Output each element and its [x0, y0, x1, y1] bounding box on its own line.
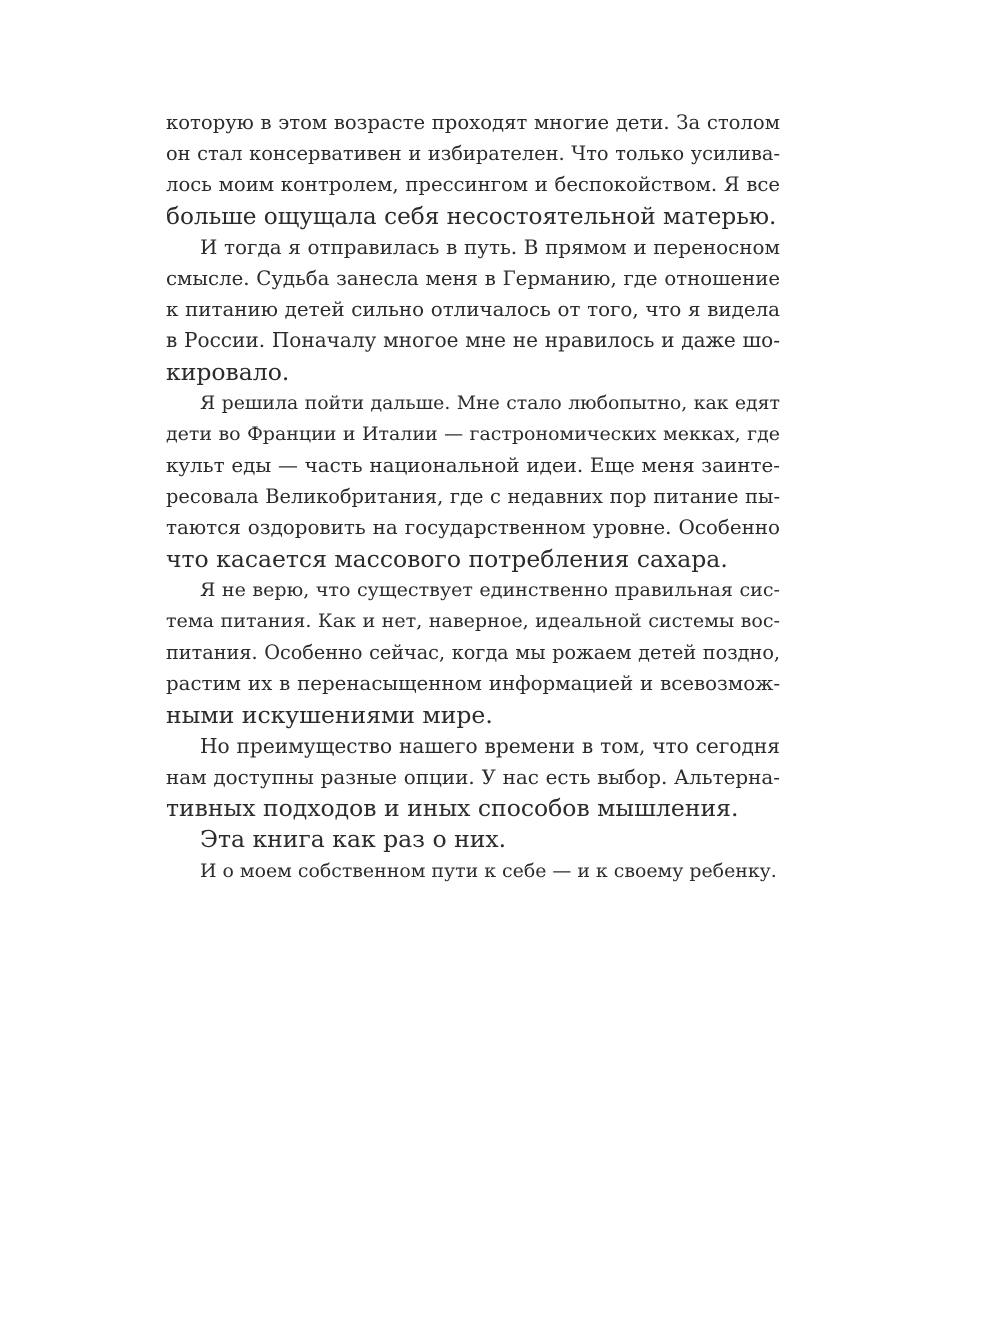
paragraph-1	[166, 107, 780, 232]
paragraph-3	[166, 388, 780, 575]
text-line: Я не верю, что существует единственно правильная сис-	[200, 578, 780, 601]
paragraph-6	[166, 824, 780, 855]
text-line: культ еды — часть национальной идеи. Еще меня заинте-	[166, 454, 780, 478]
text-line: к питанию детей сильно отличалось от того, что я видела	[166, 298, 780, 322]
text-line: в России. Поначалу многое мне не нравилось и даже шо-	[166, 328, 780, 353]
text-line: лось моим контролем, прессингом и беспокойством. Я все	[166, 173, 780, 197]
text-line: он стал консервативен и избирателен. Что только усилива-	[166, 142, 780, 166]
text-line: смысле. Судьба занесла меня в Германию, где отношение	[166, 266, 780, 290]
paragraph-2	[166, 232, 780, 388]
text-line: Эта книга как раз о них.	[200, 825, 507, 854]
text-line: дети во Франции и Италии — гастрономических мекках, где	[166, 422, 780, 445]
text-line: тивных подходов и иных способов мышления.	[166, 794, 739, 823]
text-line: питания. Особенно сейчас, когда мы рожаем детей поздно,	[166, 641, 780, 665]
text-line: растим их в перенасыщенном информацией и всевозмож-	[166, 672, 780, 696]
text-line: ными искушениями мире.	[166, 700, 493, 729]
paragraph-5	[166, 731, 780, 825]
text-line: тема питания. Как и нет, наверное, идеальной системы вос-	[166, 610, 780, 632]
text-line: что касается массового потребления сахара.	[166, 544, 728, 573]
paragraph-7	[166, 856, 780, 887]
text-line: И тогда я отправилась в путь. В прямом и переносном	[200, 235, 780, 259]
text-line: таются оздоровить на государственном уровне. Особенно	[166, 516, 780, 540]
body-text	[166, 107, 780, 887]
text-line: больше ощущала себя несостоятельной матерью.	[166, 202, 777, 230]
text-line: которую в этом возрасте проходят многие дети. За столом	[166, 111, 780, 134]
text-line: Я решила пойти дальше. Мне стало любопытно, как едят	[200, 391, 780, 414]
text-line: И о моем собственном пути к себе — и к своему ребенку.	[200, 859, 777, 882]
text-line: нам доступны разные опции. У нас есть выбор. Альтерна-	[166, 765, 780, 789]
paragraph-4	[166, 575, 780, 731]
text-line: Но преимущество нашего времени в том, что сегодня	[200, 733, 780, 758]
text-line: ресовала Великобритания, где с недавних пор питание пы-	[166, 485, 780, 509]
text-line: кировало.	[166, 357, 290, 386]
